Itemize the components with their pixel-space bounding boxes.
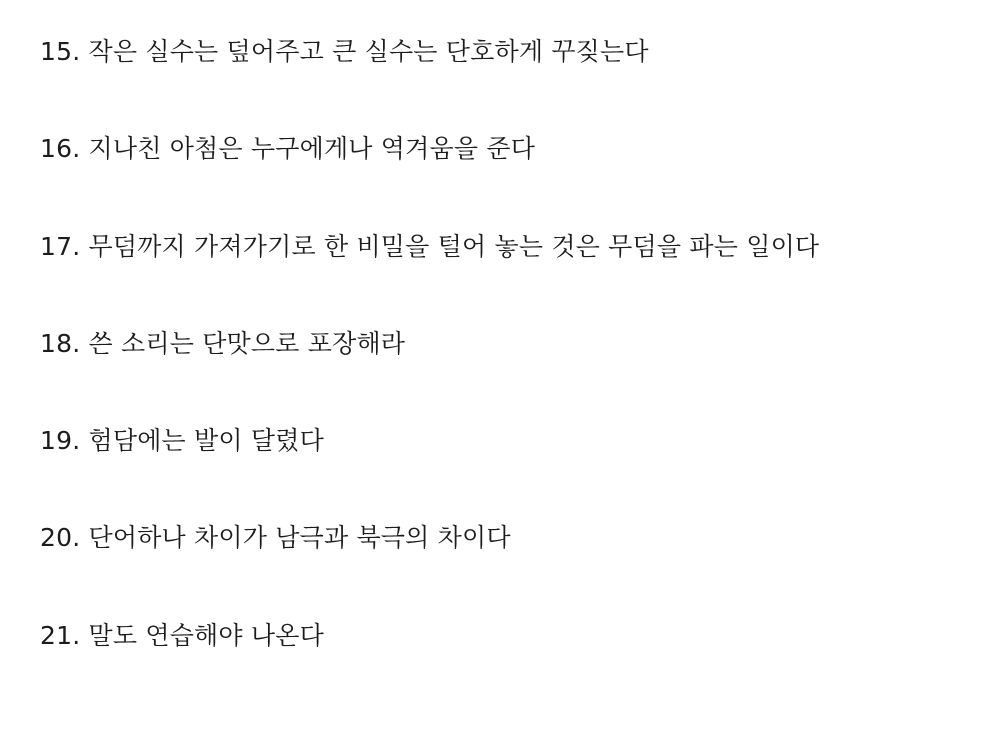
list-item: 18. 쓴 소리는 단맛으로 포장해라 [40,328,406,358]
list-item: 15. 작은 실수는 덮어주고 큰 실수는 단호하게 꾸짖는다 [40,37,649,66]
list-item: 21. 말도 연습해야 나온다 [40,620,324,650]
list-item: 16. 지나친 아첨은 누구에게나 역겨움을 준다 [40,134,536,164]
list-item: 17. 무덤까지 가져가기로 한 비밀을 털어 놓는 것은 무덤을 파는 일이다 [40,231,820,261]
list-item: 19. 험담에는 발이 달렸다 [40,426,324,455]
list-item: 20. 단어하나 차이가 남극과 북극의 차이다 [40,523,511,553]
